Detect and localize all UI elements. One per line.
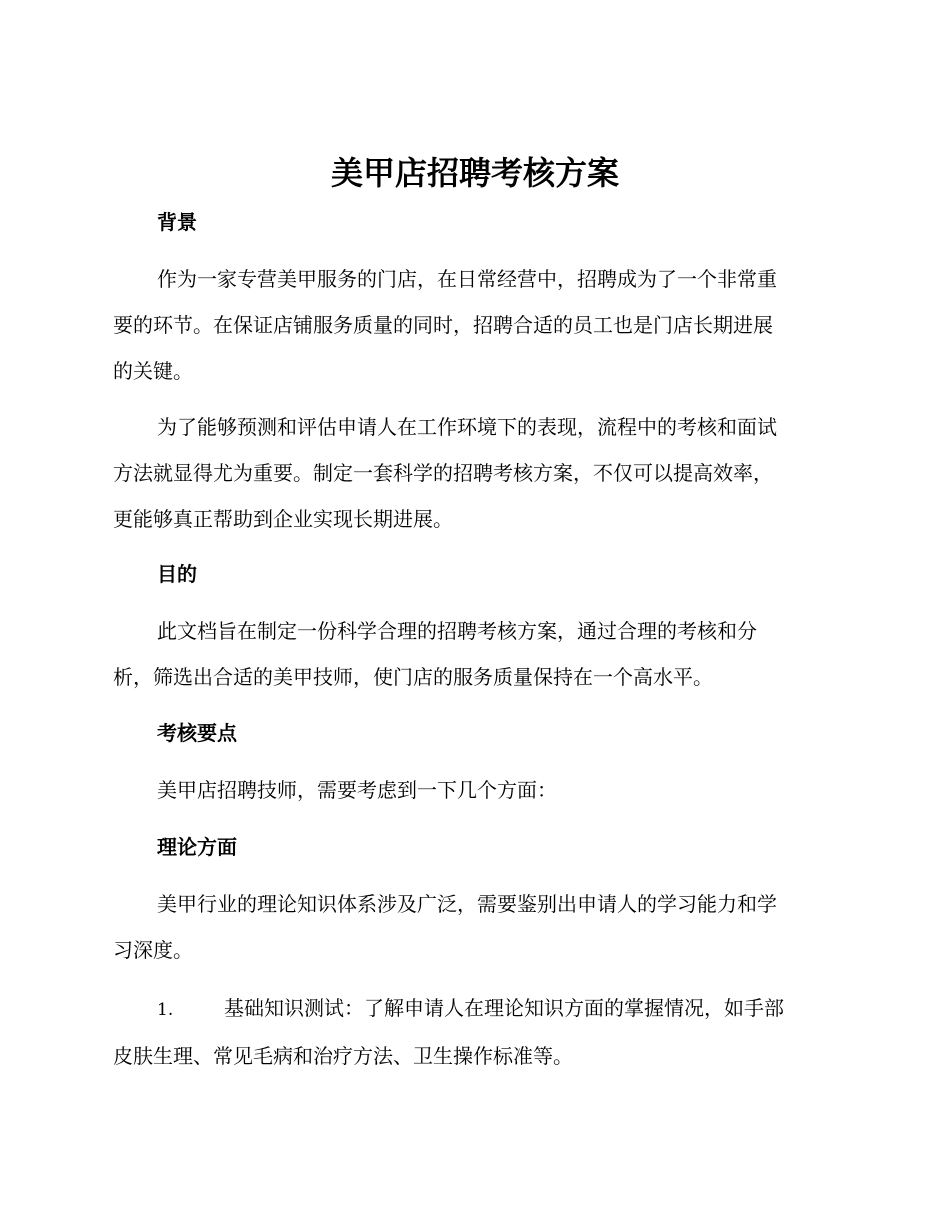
paragraph-line: 为了能够预测和评估申请人在工作环境下的表现，流程中的考核和面试 <box>157 415 777 439</box>
paragraph-line: 美甲店招聘技师，需要考虑到一下几个方面： <box>157 778 557 802</box>
document-title: 美甲店招聘考核方案 <box>330 154 619 192</box>
section-heading-background: 背景 <box>157 210 197 234</box>
purpose-paragraph-1 <box>113 608 833 700</box>
paragraph-line: 美甲行业的理论知识体系涉及广泛，需要鉴别出申请人的学习能力和学 <box>157 892 777 916</box>
list-item-number: 1. <box>157 1000 174 1020</box>
section-heading-key-points: 考核要点 <box>157 721 237 745</box>
paragraph-line: 要的环节。在保证店铺服务质量的同时，招聘合适的员工也是门店长期进展 <box>113 313 773 337</box>
section-heading-theory: 理论方面 <box>157 835 237 859</box>
theory-paragraph-1 <box>113 881 833 973</box>
paragraph-line: 更能够真正帮助到企业实现长期进展。 <box>113 507 453 531</box>
theory-list-item-1 <box>113 985 833 1079</box>
paragraph-line: 此文档旨在制定一份科学合理的招聘考核方案，通过合理的考核和分 <box>157 619 757 643</box>
key-points-paragraph-1 <box>113 767 833 813</box>
paragraph-line: 方法就显得尤为重要。制定一套科学的招聘考核方案，不仅可以提高效率， <box>113 461 773 485</box>
background-paragraph-1 <box>113 256 833 394</box>
paragraph-line: 皮肤生理、常见毛病和治疗方法、卫生操作标准等。 <box>113 1044 573 1068</box>
paragraph-line: 习深度。 <box>113 938 193 962</box>
background-paragraph-2 <box>113 404 833 542</box>
paragraph-line: 的关键。 <box>113 359 193 383</box>
list-item-text: 基础知识测试：了解申请人在理论知识方面的掌握情况，如手部 <box>224 996 784 1020</box>
section-heading-purpose: 目的 <box>157 562 197 586</box>
paragraph-line: 作为一家专营美甲服务的门店，在日常经营中，招聘成为了一个非常重 <box>157 267 777 291</box>
list-item-first-line <box>113 985 833 1033</box>
paragraph-line: 析，筛选出合适的美甲技师，使门店的服务质量保持在一个高水平。 <box>113 665 713 689</box>
